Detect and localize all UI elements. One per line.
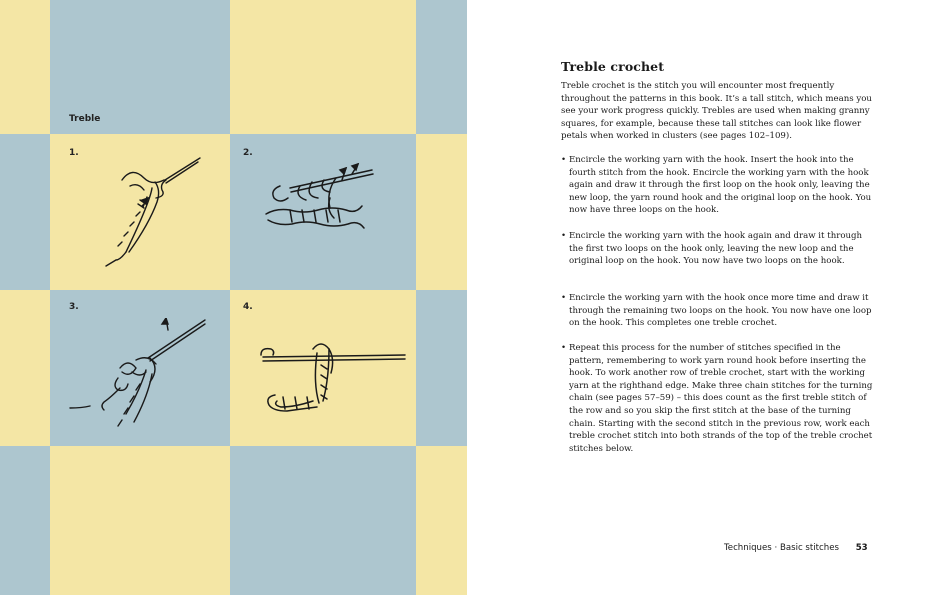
list-item-text: Repeat this process for the number of stitches specified in the pattern, remembering to work yarn round hook before inserting the hook. To work another row of treble crochet, start with the working yarn at the righthand edge. Make three chain stitches for the turning chain (see pages 57–59) – this does count as the first treble stitch of the row and so you skip the first stitch at the base of the turning chain. Starting with the second stitch in the previous row, work each treble crochet stitch into both strands of the top of the treble crochet stitches below. (569, 343, 873, 454)
section-label: Treble (69, 114, 101, 124)
grid-cell (230, 0, 416, 134)
list-item-text: Encircle the working yarn with the hook again and draw it through the first two loops on the hook only, leaving the new loop and the original loop on the hook. You now have two loops on the hook. (569, 231, 863, 267)
grid-cell (416, 134, 467, 290)
step-2-illustration (260, 160, 410, 245)
bullet-icon: • (561, 343, 567, 353)
grid-cell (0, 290, 50, 446)
list-item-text: Encircle the working yarn with the hook once more time and draw it through the remaining two loops on the hook. You now have one loop on the hook. This completes one treble crochet. (569, 293, 872, 329)
step-4-illustration (255, 335, 415, 420)
page-title: Treble crochet (561, 59, 665, 74)
page-number: 53 (855, 543, 868, 553)
intro-paragraph: Treble crochet is the stitch you will encounter most frequently throughout the patterns in this book. It’s a tall stitch, which means you see your work progress quickly. Trebles are used when making granny squares, for example, because these tall stitches can look like flower petals when worked in clusters (see pages 102–109). (561, 81, 872, 142)
step-3-label: 3. (69, 302, 79, 312)
bullet-icon: • (561, 293, 567, 303)
step-3-illustration (60, 318, 225, 433)
grid-cell (0, 0, 50, 134)
grid-cell (50, 446, 230, 595)
list-item (561, 230, 873, 268)
step-1-illustration (60, 150, 225, 275)
text-page (467, 0, 935, 595)
grid-cell (416, 290, 467, 446)
grid-cell (416, 0, 467, 134)
bullet-icon: • (561, 155, 567, 165)
footer-section-title: Techniques · Basic stitches (724, 543, 839, 553)
grid-cell (0, 134, 50, 290)
step-2-label: 2. (243, 148, 253, 158)
grid-cell (0, 446, 50, 595)
bullet-icon: • (561, 231, 567, 241)
illustration-page (0, 0, 467, 595)
page-footer (724, 543, 868, 553)
grid-cell (416, 446, 467, 595)
list-item (561, 342, 873, 455)
list-item-text: Encircle the working yarn with the hook. Insert the hook into the fourth stitch from the hook. Encircle the working yarn with the hook again and draw it through the first loop on the hook only, leaving the new loop, the yarn round hook and the original loop on the hook. You now have three loops on the hook. (569, 155, 872, 216)
list-item (561, 154, 873, 217)
step-4-label: 4. (243, 302, 253, 312)
list-item (561, 292, 873, 330)
step-1-label: 1. (69, 148, 79, 158)
grid-cell (230, 446, 416, 595)
